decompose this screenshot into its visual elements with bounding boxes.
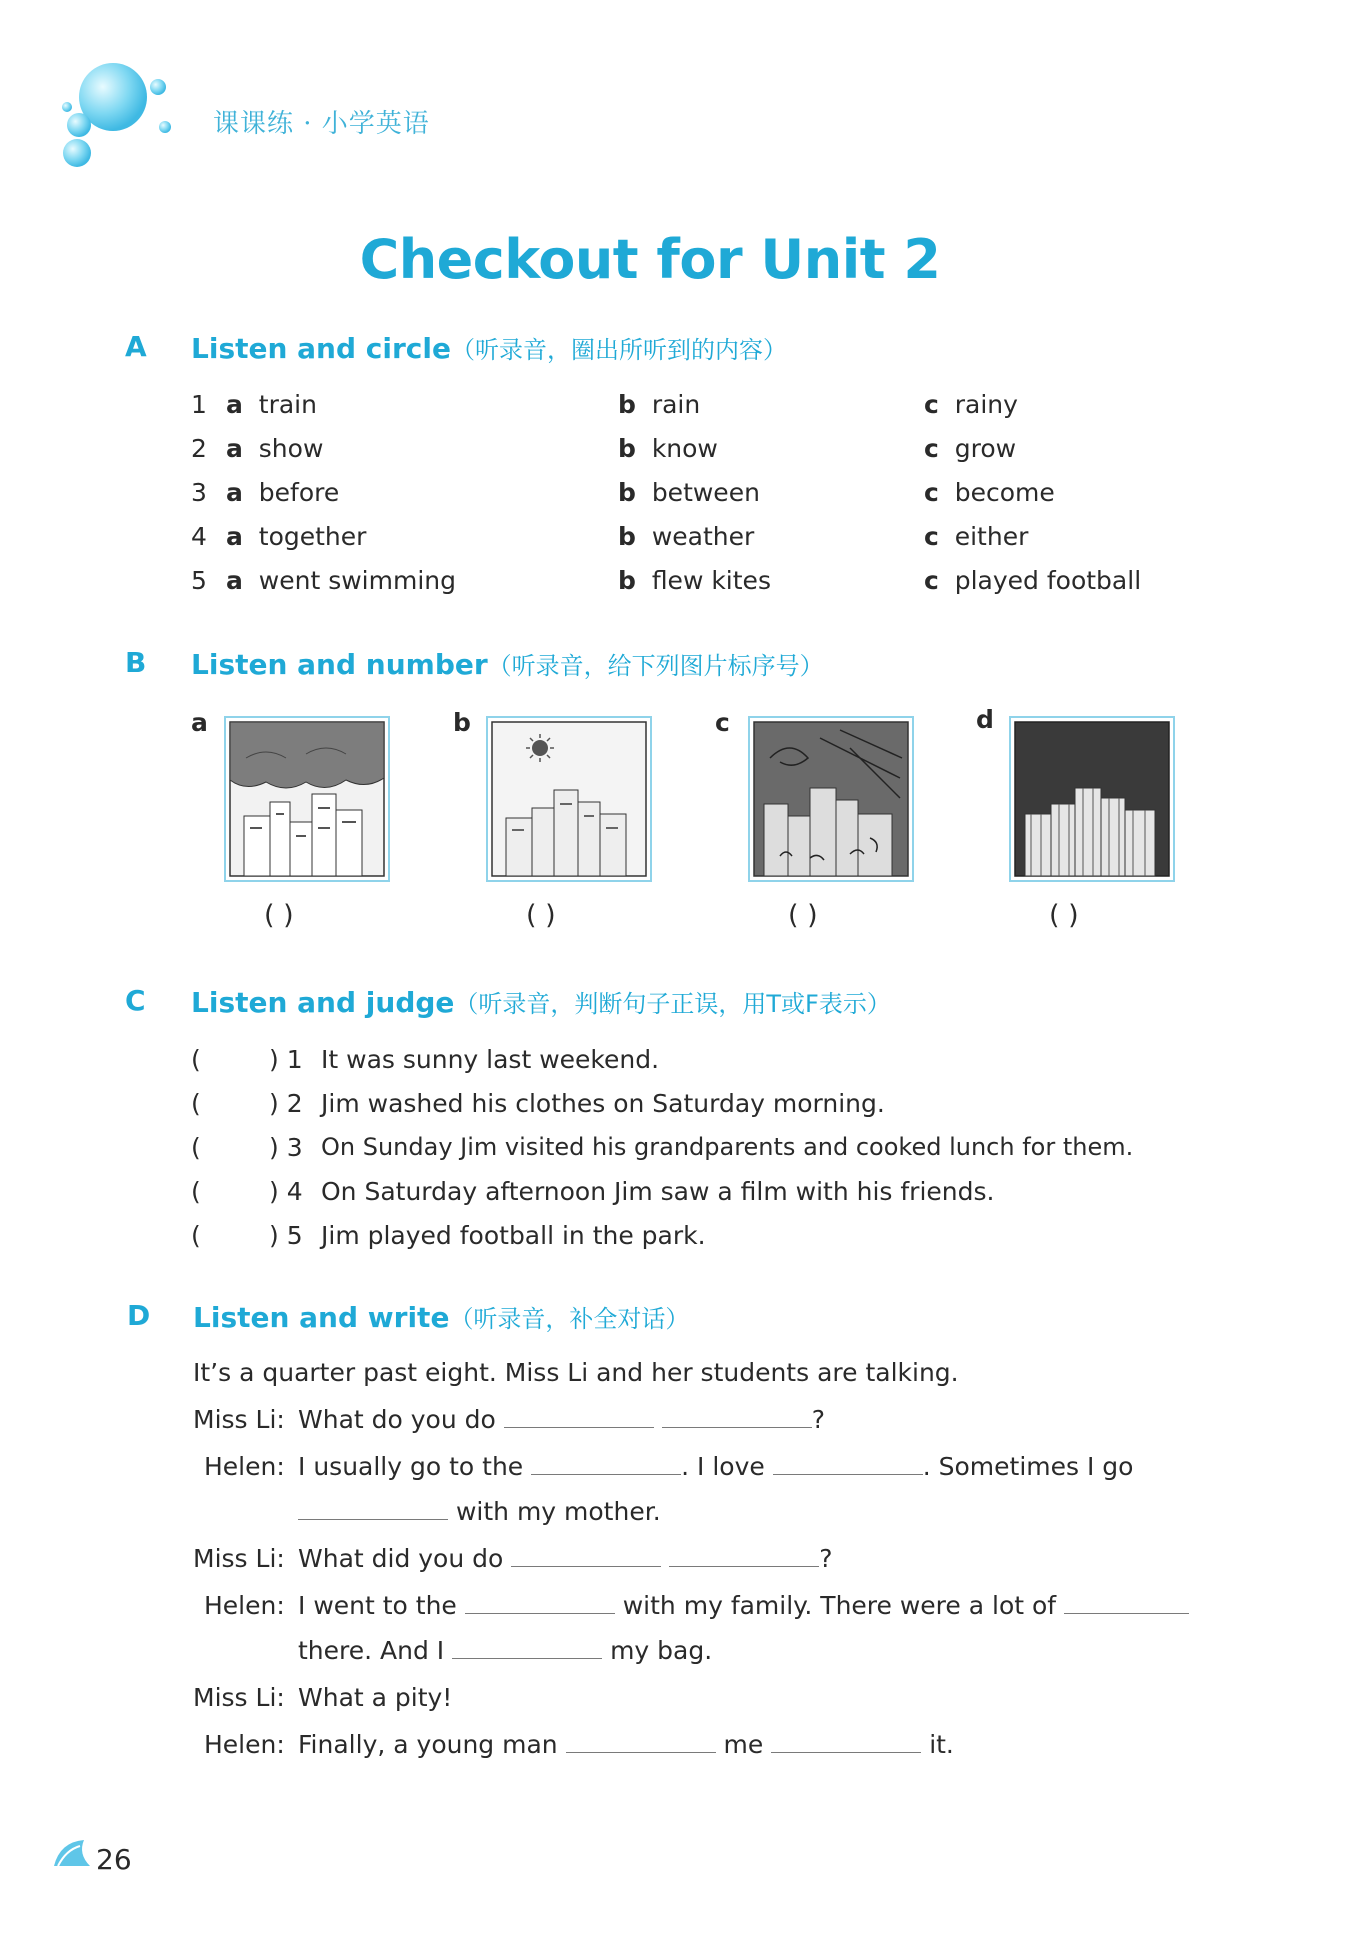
option-text: played football: [954, 566, 1142, 595]
section-b-title-text: Listen and number: [191, 648, 488, 681]
option-letter: c: [924, 390, 939, 419]
answer-blank[interactable]: [1064, 1591, 1189, 1614]
dialogue-text: . I love: [681, 1452, 765, 1481]
option-text: either: [954, 522, 1029, 551]
option-letter: c: [924, 434, 939, 463]
dialogue-text: my bag.: [610, 1636, 713, 1665]
section-c-note: （听录音，判断句子正误，用T或F表示）: [454, 990, 891, 1018]
option-text: before: [258, 478, 340, 507]
dialogue-text: ?: [819, 1544, 833, 1573]
item-number: 1: [191, 390, 207, 419]
item-number: 5: [191, 566, 207, 595]
page-number: 26: [96, 1843, 132, 1876]
option-a[interactable]: [226, 566, 456, 595]
answer-blank[interactable]: [662, 1405, 812, 1428]
section-c-title: [191, 984, 891, 1019]
option-c[interactable]: [924, 434, 1016, 463]
judge-close: ) 3: [269, 1133, 303, 1162]
judge-statement: On Saturday afternoon Jim saw a film with his friends.: [321, 1177, 995, 1206]
answer-blank[interactable]: ( ): [526, 900, 556, 931]
speaker-label: Helen:: [204, 1452, 285, 1481]
speaker-label: Helen:: [204, 1591, 285, 1620]
series-header: 课课练 · 小学英语: [213, 109, 430, 139]
judge-statement: It was sunny last weekend.: [321, 1045, 660, 1074]
option-letter: b: [618, 390, 636, 419]
dialogue-line: [298, 1405, 825, 1434]
speaker-label: Miss Li:: [193, 1405, 285, 1434]
cloudy-city-icon: [224, 716, 390, 882]
judge-close: ) 2: [269, 1089, 303, 1118]
option-letter: a: [226, 478, 243, 507]
windy-city-icon: [748, 716, 914, 882]
dialogue-text: it.: [929, 1730, 954, 1759]
dialogue-text: ?: [811, 1405, 825, 1434]
option-letter: a: [226, 522, 243, 551]
answer-blank[interactable]: [298, 1497, 448, 1520]
option-letter: b: [618, 434, 636, 463]
dialogue-text: I went to the: [298, 1591, 457, 1620]
sunny-city-icon: [486, 716, 652, 882]
judge-open[interactable]: (: [191, 1133, 201, 1162]
page-corner-leaf-icon: [50, 1836, 92, 1872]
answer-blank[interactable]: ( ): [264, 900, 294, 931]
judge-open[interactable]: (: [191, 1089, 201, 1118]
section-c-title-text: Listen and judge: [191, 986, 455, 1019]
dialogue-text: . Sometimes I go: [922, 1452, 1134, 1481]
judge-statement: On Sunday Jim visited his grandparents and cooked lunch for them.: [321, 1133, 1134, 1161]
answer-blank[interactable]: [531, 1452, 681, 1475]
dialogue-text: What a pity!: [298, 1683, 453, 1712]
answer-blank[interactable]: [465, 1591, 615, 1614]
section-d-title: [193, 1299, 689, 1334]
answer-blank[interactable]: [773, 1452, 923, 1475]
item-number: 2: [191, 434, 207, 463]
option-letter: b: [618, 478, 636, 507]
picture-label: b: [453, 708, 471, 737]
section-b-note: （听录音，给下列图片标序号）: [487, 652, 824, 680]
option-b[interactable]: [618, 478, 760, 507]
option-a[interactable]: [226, 522, 366, 551]
option-a[interactable]: [226, 478, 339, 507]
dialogue-text: there. And I: [298, 1636, 445, 1665]
list-item: [191, 434, 207, 463]
judge-open[interactable]: (: [191, 1045, 201, 1074]
option-text: rainy: [954, 390, 1018, 419]
judge-close: ) 1: [269, 1045, 303, 1074]
picture-label: c: [715, 708, 730, 737]
option-c[interactable]: [924, 522, 1028, 551]
judge-open[interactable]: (: [191, 1221, 201, 1250]
answer-blank[interactable]: ( ): [1049, 900, 1079, 931]
section-b-title: [191, 646, 824, 681]
option-letter: b: [618, 566, 636, 595]
judge-open[interactable]: (: [191, 1177, 201, 1206]
answer-blank[interactable]: [504, 1405, 654, 1428]
option-b[interactable]: [618, 566, 771, 595]
speaker-label: Miss Li:: [193, 1683, 285, 1712]
page-title: Checkout for Unit 2: [359, 228, 941, 291]
dialogue-line: [298, 1591, 1189, 1620]
section-b-letter: B: [125, 646, 147, 679]
judge-close: ) 4: [269, 1177, 303, 1206]
option-a[interactable]: [226, 390, 317, 419]
dialogue-text: with my family. There were a lot of: [622, 1591, 1057, 1620]
option-letter: a: [226, 390, 243, 419]
item-number: 3: [191, 478, 207, 507]
section-a-note: （听录音，圈出所听到的内容）: [450, 336, 787, 364]
answer-blank[interactable]: ( ): [788, 900, 818, 931]
dialogue-line: [298, 1497, 661, 1526]
list-item: [191, 478, 207, 507]
list-item: [191, 390, 207, 419]
answer-blank[interactable]: [452, 1636, 602, 1659]
dialogue-line: [298, 1452, 1133, 1481]
option-text: know: [651, 434, 718, 463]
dialogue-line: [298, 1636, 712, 1665]
option-c[interactable]: [924, 478, 1055, 507]
picture-label: a: [191, 708, 208, 737]
rainy-city-icon: [1009, 716, 1175, 882]
speaker-label: Miss Li:: [193, 1544, 285, 1573]
header-bubbles-icon: [55, 55, 185, 175]
judge-statement: Jim washed his clothes on Saturday morning.: [321, 1089, 885, 1118]
dialogue-text: Finally, a young man: [298, 1730, 558, 1759]
section-d-letter: D: [127, 1299, 151, 1332]
option-text: grow: [954, 434, 1017, 463]
picture-label: d: [976, 705, 994, 734]
dialogue-text: I usually go to the: [298, 1452, 524, 1481]
option-b[interactable]: [618, 434, 718, 463]
dialogue-line: [298, 1544, 833, 1573]
option-text: rain: [651, 390, 701, 419]
dialogue-line: [298, 1730, 954, 1759]
option-text: weather: [651, 522, 755, 551]
option-letter: c: [924, 522, 939, 551]
option-letter: c: [924, 566, 939, 595]
option-text: show: [258, 434, 324, 463]
option-c[interactable]: [924, 566, 1141, 595]
judge-statement: Jim played football in the park.: [321, 1221, 706, 1250]
answer-blank[interactable]: [566, 1730, 716, 1753]
list-item: [191, 522, 207, 551]
option-letter: a: [226, 566, 243, 595]
option-text: together: [258, 522, 367, 551]
answer-blank[interactable]: [669, 1544, 819, 1567]
dialogue-text: with my mother.: [455, 1497, 661, 1526]
section-c-letter: C: [125, 984, 146, 1017]
option-text: between: [651, 478, 760, 507]
section-a-title: [191, 330, 787, 365]
answer-blank[interactable]: [511, 1544, 661, 1567]
dialogue-text: What did you do: [298, 1544, 504, 1573]
option-b[interactable]: [618, 522, 754, 551]
option-text: went swimming: [258, 566, 456, 595]
dialogue-intro: It’s a quarter past eight. Miss Li and her students are talking.: [193, 1358, 959, 1387]
section-d-title-text: Listen and write: [193, 1301, 450, 1334]
section-a-title-text: Listen and circle: [191, 332, 451, 365]
item-number: 4: [191, 522, 207, 551]
option-letter: c: [924, 478, 939, 507]
speaker-label: Helen:: [204, 1730, 285, 1759]
dialogue-text: me: [723, 1730, 764, 1759]
dialogue-text: What do you do: [298, 1405, 496, 1434]
answer-blank[interactable]: [771, 1730, 921, 1753]
option-text: become: [954, 478, 1055, 507]
section-a-letter: A: [125, 330, 147, 363]
option-letter: a: [226, 434, 243, 463]
option-letter: b: [618, 522, 636, 551]
option-c[interactable]: [924, 390, 1018, 419]
option-text: flew kites: [651, 566, 771, 595]
option-text: train: [258, 390, 317, 419]
section-d-note: （听录音，补全对话）: [449, 1305, 690, 1333]
option-b[interactable]: [618, 390, 700, 419]
judge-close: ) 5: [269, 1221, 303, 1250]
option-a[interactable]: [226, 434, 323, 463]
list-item: [191, 566, 207, 595]
